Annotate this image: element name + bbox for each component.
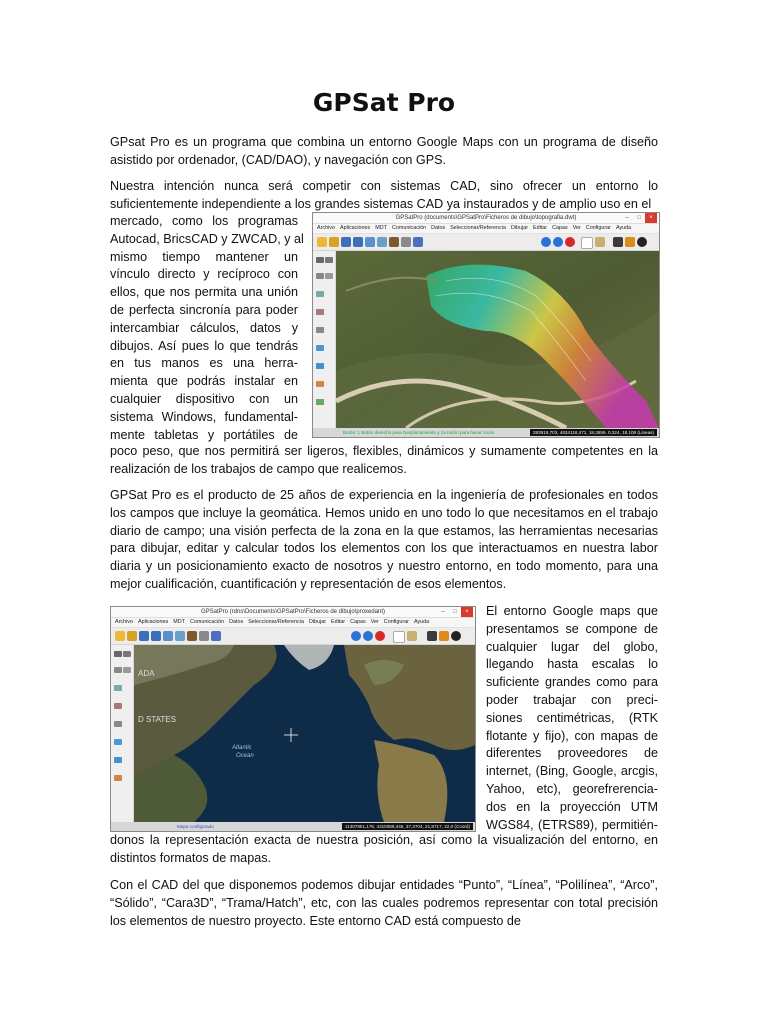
text-tool-icon xyxy=(316,327,324,333)
paragraph-2-line: mienta que podrás instalar en xyxy=(110,374,298,389)
status-bar xyxy=(111,822,475,831)
save-icon xyxy=(341,237,351,247)
menu-item: Configurar xyxy=(585,225,611,231)
paragraph-4-line: suficiente grandes como para xyxy=(486,675,658,690)
export-icon xyxy=(163,631,173,641)
layers-icon xyxy=(199,631,209,641)
layer-tool-icon xyxy=(316,399,324,405)
paragraph-4-line: Yahoo, etc), georefrerencia- xyxy=(486,781,658,796)
gpsat-screenshot-topography xyxy=(312,212,660,438)
menu-item: Editar xyxy=(533,225,548,231)
layers-icon xyxy=(401,237,411,247)
paragraph-4-line: siones centimétricas, (RTK xyxy=(486,710,658,725)
zoom-icon xyxy=(377,237,387,247)
paragraph-4-line: El entorno Google maps que xyxy=(486,604,658,618)
paragraph-4-line: llegando hasta escalas lo xyxy=(486,657,658,672)
paragraph-4-line: cualquier lugar del globo, xyxy=(486,639,658,654)
new-file-icon xyxy=(317,237,327,247)
coordinates-readout: 283919,703, 4634118,471, 18,3659, 0,324, 18,108 (Lineas) xyxy=(530,429,657,436)
coordinates-readout: 11307851,176, 4310089,445, 37,3704, 21,8717, 22,0 (Coord) xyxy=(342,823,473,830)
topography-map-image xyxy=(336,251,659,428)
save-as-icon xyxy=(353,237,363,247)
paragraph-2-line: en tus manos es una herra- xyxy=(110,356,298,371)
paragraph-2-top: Nuestra intención nunca será competir con sistemas CAD, sino ofrecer un entorno lo suficientemente independiente a los grandes sistemas CAD ya instaurados y de amplio uso en el xyxy=(110,179,658,211)
table-icon xyxy=(581,237,593,249)
menu-item: Editar xyxy=(331,619,346,625)
menu-item: Capas xyxy=(350,619,366,625)
menu-bar xyxy=(313,224,659,234)
paragraph-2-line: mismo tiempo mantener un xyxy=(110,249,298,264)
terrain-map xyxy=(336,251,659,428)
world-map xyxy=(134,645,475,822)
close-icon: × xyxy=(645,213,657,223)
paragraph-2-line: Autocad, BricsCAD y ZWCAD, y al xyxy=(110,231,304,246)
menu-item: Ver xyxy=(572,225,581,231)
menu-item: Capas xyxy=(552,225,568,231)
paragraph-2-line: intercambiar cálculos, datos y xyxy=(110,320,298,335)
paragraph-2-line: mercado, como los programas xyxy=(110,214,298,228)
paragraph-4-line: dos en la proyección UTM xyxy=(486,799,658,814)
paragraph-4-bottom: donos la representación exacta de nuestra posición, así como la visualización del entorno, en distintos formatos de mapas. xyxy=(110,833,658,865)
paragraph-2-line: cualquier dispositivo con un xyxy=(110,391,298,406)
zoom-icon xyxy=(175,631,185,641)
menu-item: Comunicación xyxy=(391,225,427,231)
map-icon xyxy=(187,631,197,641)
satellite-icon xyxy=(407,631,417,641)
gps-icon xyxy=(427,631,437,641)
maximize-icon: □ xyxy=(637,215,641,221)
menu-item: Datos xyxy=(229,619,244,625)
solid-tool-icon xyxy=(316,345,324,351)
export-icon xyxy=(365,237,375,247)
menu-bar xyxy=(111,618,475,628)
window-titlebar xyxy=(313,213,659,224)
record-icon xyxy=(375,631,385,641)
hatch-tool-icon xyxy=(114,757,122,763)
point-tool-icon xyxy=(114,685,122,691)
paragraph-5: Con el CAD del que disponemos podemos dibujar entidades “Punto”, “Línea”, “Polilínea”, “Arco”, “Sólido”, “Cara3D”, “Trama/Hatch”, etc, con las cuales podremos representar con total precisión los elementos de nuestro proyecto. Este entorno CAD está compuesto de xyxy=(110,878,658,928)
menu-item: Seleccionar/Referencia xyxy=(248,619,304,625)
navigation-icon xyxy=(451,631,461,641)
window-title: GPSatPro (rdns\Documents\GPSatPro\Ficheros de dibujo\proxedant) xyxy=(200,609,386,615)
polyline-tool-icon xyxy=(123,651,131,657)
paragraph-2-line: mente tabletas y portátiles de xyxy=(110,427,298,442)
import-icon xyxy=(211,631,221,641)
toolbar xyxy=(111,628,475,645)
settings-icon xyxy=(625,237,635,247)
menu-item: Comunicación xyxy=(189,619,225,625)
paragraph-2-line: vínculo directo y recíproco con xyxy=(110,267,298,282)
paragraph-4-line: flotante y fijo), con mapas de xyxy=(486,728,658,743)
paragraph-2-line: de perfecta sincronía para poder xyxy=(110,302,298,317)
circle-tool-icon xyxy=(123,667,131,673)
paragraph-2-bottom: poco peso, que nos permitirá ser ligeros, flexibles, dinámicos y sumamente competentes en la realización de los trabajos de campo que realicemos. xyxy=(110,444,658,476)
menu-item: Ayuda xyxy=(615,225,632,231)
menu-item: MDT xyxy=(375,225,387,231)
page-title: GPSat Pro xyxy=(312,88,456,117)
satellite-icon xyxy=(595,237,605,247)
window-titlebar xyxy=(111,607,475,618)
paragraph-4-line: presentamos se compone de xyxy=(486,621,658,636)
map-label-ocean: Ocean xyxy=(236,753,254,759)
map-icon xyxy=(389,237,399,247)
arc-tool-icon xyxy=(316,273,324,279)
paragraph-4-line: internet, (Bing, Google, arcgis, xyxy=(486,764,658,779)
line-tool-icon xyxy=(114,651,122,657)
open-folder-icon xyxy=(329,237,339,247)
window-controls xyxy=(437,607,473,617)
paragraph-4-line: poder trabajar con preci- xyxy=(486,692,658,707)
trim-tool-icon xyxy=(114,703,122,709)
menu-item: Ayuda xyxy=(413,619,430,625)
hatch-tool-icon xyxy=(316,363,324,369)
table-icon xyxy=(393,631,405,643)
menu-item: Ver xyxy=(370,619,379,625)
toolbar xyxy=(313,234,659,251)
window-controls xyxy=(621,213,657,223)
window-title: GPSatPro (documents\GPSatPro\Ficheros de dibujo\topografia.dwt) xyxy=(395,215,577,221)
measure-tool-icon xyxy=(316,381,324,387)
map-label-canada: ADA xyxy=(138,669,155,678)
maximize-icon: □ xyxy=(453,609,457,615)
minimize-icon: – xyxy=(625,215,629,221)
menu-item: Archivo xyxy=(115,619,133,625)
play-icon xyxy=(541,237,551,247)
left-toolbox xyxy=(313,251,336,428)
close-icon: × xyxy=(461,607,473,617)
gps-icon xyxy=(613,237,623,247)
minimize-icon: – xyxy=(441,609,445,615)
menu-item: Archivo xyxy=(317,225,335,231)
menu-item: Aplicaciones xyxy=(339,225,371,231)
circle-tool-icon xyxy=(325,273,333,279)
play-icon xyxy=(351,631,361,641)
status-text: Mapa configurado xyxy=(177,824,214,829)
menu-item: Seleccionar/Referencia xyxy=(450,225,506,231)
map-label-atlantic: Atlantic xyxy=(232,745,252,751)
arc-tool-icon xyxy=(114,667,122,673)
left-toolbox xyxy=(111,645,134,822)
paragraph-3: GPSat Pro es el producto de 25 años de experiencia en la ingeniería de profesionales en todos los campos que incluye la geomática. Hemos unido en uno todo lo que necesitamos en el trabajo diario de campo; una visión perfecta de la zona en la que estamos, las herramientas necesarias para dibujar, editar y calcular todos los elementos con los que interactuamos en nuestra labor diaria y un posicionamiento exacto de nosotros y nuestro entorno, en todo momento, para una mejor cualificación, cuantificación y representación de esos elementos. xyxy=(110,488,658,591)
menu-item: Configurar xyxy=(383,619,409,625)
satellite-world-map-image xyxy=(134,645,475,822)
paragraph-4-line: diferentes proveedores de xyxy=(486,746,658,761)
paragraph-2-line: dibujos. Así pues lo que tendrás xyxy=(110,338,298,353)
menu-item: Dibujar xyxy=(510,225,529,231)
import-icon xyxy=(413,237,423,247)
map-label-united-states: D STATES xyxy=(138,715,176,724)
solid-tool-icon xyxy=(114,739,122,745)
new-file-icon xyxy=(115,631,125,641)
save-as-icon xyxy=(151,631,161,641)
text-tool-icon xyxy=(114,721,122,727)
paragraph-2-line: ellos, que nos permita una unión xyxy=(110,285,298,300)
menu-item: Datos xyxy=(431,225,446,231)
point-tool-icon xyxy=(316,291,324,297)
save-icon xyxy=(139,631,149,641)
menu-item: Dibujar xyxy=(308,619,327,625)
gpsat-screenshot-world-map xyxy=(110,606,476,832)
status-bar xyxy=(313,428,659,437)
navigation-icon xyxy=(637,237,647,247)
paragraph-2-left-column xyxy=(110,213,304,444)
paragraph-4-line: WGS84, (ETRS89), permitién- xyxy=(486,817,658,832)
polyline-tool-icon xyxy=(325,257,333,263)
record-icon xyxy=(565,237,575,247)
stop-icon xyxy=(553,237,563,247)
status-text: Botón: 1 Botón derecho para Desplazamiento y 2a botón para hacer zoom xyxy=(343,430,495,435)
menu-item: MDT xyxy=(173,619,185,625)
settings-icon xyxy=(439,631,449,641)
line-tool-icon xyxy=(316,257,324,263)
paragraph-2-line: sistema Windows, fundamental- xyxy=(110,409,298,424)
stop-icon xyxy=(363,631,373,641)
trim-tool-icon xyxy=(316,309,324,315)
open-folder-icon xyxy=(127,631,137,641)
intro-paragraph: GPsat Pro es un programa que combina un entorno Google Maps con un programa de diseño asistido por ordenador, (CAD/DAO), y navegación con GPS. xyxy=(110,135,658,167)
paragraph-4-right-column xyxy=(486,603,658,834)
menu-item: Aplicaciones xyxy=(137,619,169,625)
measure-tool-icon xyxy=(114,775,122,781)
